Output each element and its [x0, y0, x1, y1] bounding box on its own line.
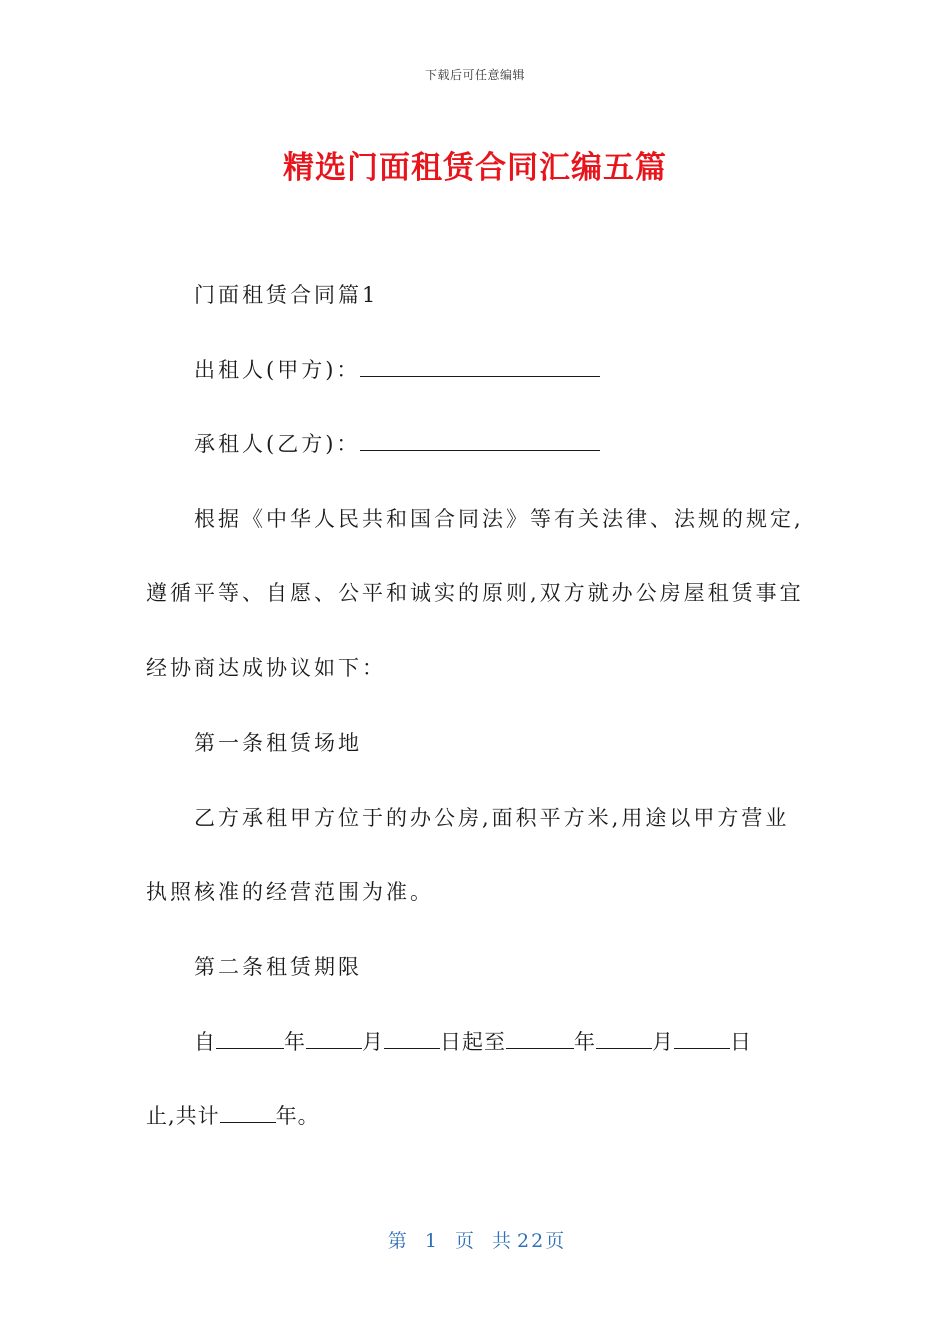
lessor-label: 出租人(甲方)： [194, 358, 361, 382]
end-day-blank [674, 1028, 730, 1049]
year-label: 年 [284, 1030, 306, 1054]
article-1-heading: 第一条租赁场地 [194, 731, 362, 755]
lessee-blank [360, 430, 600, 451]
section-heading: 门面租赁合同篇1 [194, 283, 379, 307]
footer-total-prefix: 共 [492, 1230, 514, 1252]
article-1-line-1: 乙方承租甲方位于的办公房,面积平方米,用途以甲方营业 [194, 806, 790, 830]
year-label: 年 [574, 1030, 596, 1054]
basis-paragraph-line-1: 根据《中华人民共和国合同法》等有关法律、法规的规定, [194, 507, 804, 531]
basis-paragraph-line-2: 遵循平等、自愿、公平和诚实的原则,双方就办公房屋租赁事宜 [146, 581, 804, 605]
day-label: 日 [730, 1030, 752, 1054]
article-2-heading: 第二条租赁期限 [194, 955, 362, 979]
start-month-blank [306, 1028, 362, 1049]
years-label: 年。 [275, 1104, 320, 1128]
header-note: 下载后可任意编辑 [424, 68, 525, 82]
term-line [194, 1027, 752, 1057]
document-title: 精选门面租赁合同汇编五篇 [283, 150, 667, 186]
lessor-line [194, 355, 600, 385]
footer-page-unit: 页 [454, 1230, 476, 1252]
term-total-line [146, 1101, 320, 1131]
start-day-blank [384, 1028, 440, 1049]
term-total-label: 止,共计 [146, 1104, 220, 1128]
footer-prefix: 第 [387, 1230, 409, 1252]
lessor-blank [360, 356, 600, 377]
lessee-label: 承租人(乙方)： [194, 432, 361, 456]
term-from-label: 自 [194, 1030, 216, 1054]
end-year-blank [506, 1028, 574, 1049]
day-from-label: 日起至 [440, 1030, 506, 1054]
month-label: 月 [362, 1030, 384, 1054]
total-page-count: 22 [517, 1230, 546, 1252]
footer-total-unit: 页 [545, 1230, 567, 1252]
total-years-blank [220, 1102, 276, 1123]
current-page-number: 1 [424, 1230, 439, 1252]
basis-paragraph-line-3: 经协商达成协议如下： [146, 656, 386, 680]
article-1-line-2: 执照核准的经营范围为准。 [146, 880, 434, 904]
start-year-blank [216, 1028, 284, 1049]
month-label: 月 [652, 1030, 674, 1054]
lessee-line [194, 429, 600, 459]
page-footer [0, 1226, 950, 1253]
end-month-blank [596, 1028, 652, 1049]
